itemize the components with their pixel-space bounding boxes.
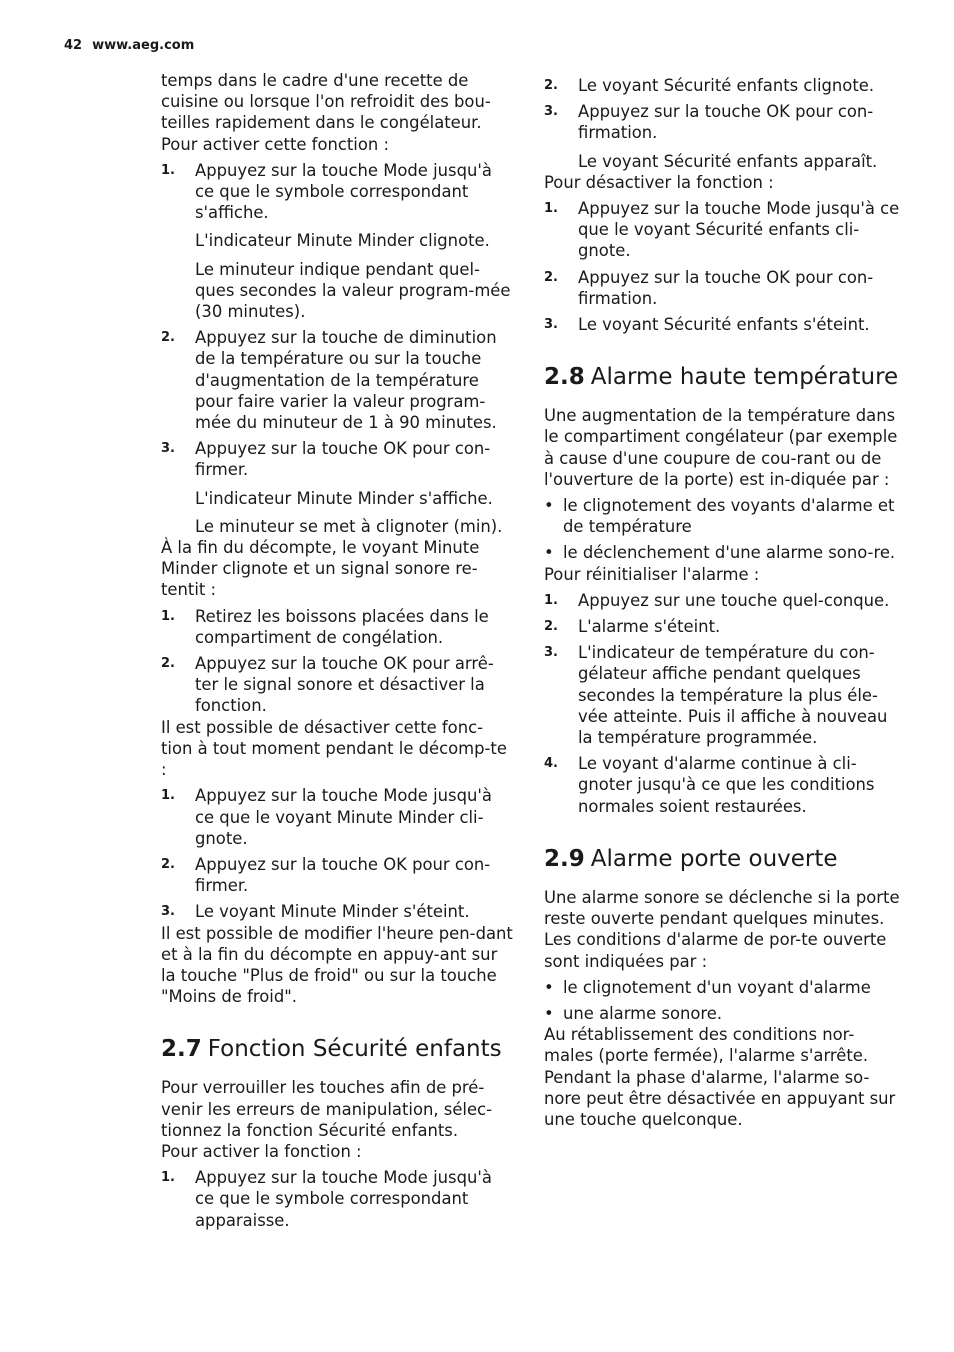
numbered-step (544, 75, 900, 96)
bullet-text: une alarme sonore. (563, 1003, 723, 1023)
step-result: L'indicateur Minute Minder clignote. (195, 231, 490, 251)
step-text: Retirez les boissons placées dans le compartiment de congélation. (195, 606, 489, 647)
paragraph: Pour désactiver la fonction : (544, 172, 774, 192)
step-result: Le minuteur se met à clignoter (min). (195, 516, 503, 536)
page-number: 42 (64, 38, 83, 53)
numbered-step (161, 438, 513, 480)
paragraph: Pour activer cette fonction : (161, 134, 390, 154)
step-number: 2. (544, 269, 558, 285)
section-heading (161, 1035, 513, 1063)
section-title: Alarme haute température (590, 364, 899, 391)
section-number: 2.9 (544, 845, 585, 872)
step-text: Le voyant Sécurité enfants clignote. (578, 76, 875, 95)
step-text: Appuyez sur la touche Mode jusqu'à ce que le voyant Sécurité enfants cli-gnote. (578, 199, 900, 261)
bullet-icon: • (544, 496, 554, 516)
step-number: 3. (161, 441, 175, 457)
numbered-step (161, 327, 513, 433)
paragraph: Pour verrouiller les touches afin de pré-venir les erreurs de manipulation, sélec-tionnez la fonction Sécurité enfants. (161, 1078, 492, 1140)
step-text: Appuyez sur la touche Mode jusqu'à ce que le symbole correspondant apparaisse. (195, 1168, 492, 1230)
numbered-step (544, 753, 900, 817)
step-text: Le voyant Sécurité enfants s'éteint. (578, 315, 870, 335)
step-number: 3. (544, 104, 558, 120)
step-text: Appuyez sur la touche OK pour con-firmer. (195, 854, 491, 896)
step-text: Le voyant d'alarme continue à cli-gnoter jusqu'à ce que les conditions normales soient restaurées. (578, 754, 875, 816)
numbered-step (161, 606, 513, 648)
numbered-step (544, 590, 900, 611)
section-heading (544, 845, 900, 873)
bullet-icon: • (544, 1003, 554, 1023)
step-text: Appuyez sur la touche de diminution de la température ou sur la touche d'augmentation de la température pour faire varier la valeur program-mée du minuteur de 1 à 90 minutes. (195, 328, 497, 433)
numbered-step (161, 160, 513, 224)
left-column (161, 70, 513, 1231)
step-number: 1. (161, 788, 175, 804)
paragraph: temps dans le cadre d'une recette de cuisine ou lorsque l'on refroidit des bou-teilles rapidement dans le congélateur. (161, 71, 491, 133)
step-result: Le voyant Sécurité enfants apparaît. (578, 151, 878, 171)
bullet-item (544, 1003, 900, 1024)
bullet-icon: • (544, 543, 554, 563)
step-number: 3. (544, 317, 558, 333)
step-number: 4. (544, 756, 558, 772)
paragraph: Il est possible de désactiver cette fonc-tion à tout moment pendant le décomp-te : (161, 717, 507, 780)
section-title: Alarme porte ouverte (590, 845, 838, 872)
numbered-step (544, 267, 900, 309)
step-result: L'indicateur Minute Minder s'affiche. (195, 488, 493, 508)
paragraph: Il est possible de modifier l'heure pen-dant et à la fin du décompte en appuy-ant sur la touche "Plus de froid" ou sur la touche "Moins de froid". (161, 923, 513, 1007)
bullet-icon: • (544, 977, 554, 997)
numbered-step (161, 1167, 513, 1231)
step-number: 3. (161, 904, 175, 920)
step-text: Appuyez sur la touche OK pour con-firmation. (578, 267, 874, 308)
step-number: 1. (161, 1170, 175, 1186)
step-result: Le minuteur indique pendant quel-ques secondes la valeur program-mée (30 minutes). (195, 259, 511, 322)
right-column (544, 70, 900, 1130)
paragraph: Pour réinitialiser l'alarme : (544, 564, 760, 584)
numbered-step (544, 642, 900, 748)
section-number: 2.8 (544, 364, 585, 391)
paragraph: Pour activer la fonction : (161, 1141, 362, 1161)
bullet-text: le clignotement d'un voyant d'alarme (563, 977, 871, 997)
step-text: L'alarme s'éteint. (578, 617, 721, 637)
page-header (64, 38, 194, 53)
section-number: 2.7 (161, 1036, 202, 1063)
step-number: 2. (544, 78, 558, 93)
paragraph: Une augmentation de la température dans le compartiment congélateur (par exemple à cause d'une coupure de cou-rant ou de l'ouverture de la porte) est in-diquée par : (544, 406, 898, 489)
step-number: 2. (544, 619, 558, 635)
step-number: 2. (161, 330, 175, 346)
bullet-item (544, 977, 900, 998)
paragraph: À la fin du décompte, le voyant Minute Minder clignote et un signal sonore re-tentit : (161, 538, 480, 600)
step-text: Appuyez sur la touche OK pour arrê-ter le signal sonore et désactiver la fonction. (195, 654, 494, 716)
step-text: Le voyant Minute Minder s'éteint. (195, 902, 470, 922)
paragraph: Pendant la phase d'alarme, l'alarme so-nore peut être désactivée en appuyant sur une touche quelconque. (544, 1067, 896, 1129)
bullet-text: le déclenchement d'une alarme sono-re. (563, 543, 896, 563)
numbered-step (161, 901, 513, 922)
step-text: Appuyez sur la touche Mode jusqu'à ce que le symbole correspondant s'affiche. (195, 160, 492, 223)
step-text: L'indicateur de température du con-gélateur affiche pendant quelques secondes la température la plus éle-vée atteinte. Puis il affiche à nouveau la température programmée. (578, 643, 888, 748)
step-number: 1. (544, 592, 558, 608)
section-title: Fonction Sécurité enfants (207, 1036, 502, 1063)
bullet-text: le clignotement des voyants d'alarme et de température (563, 496, 895, 537)
step-text: Appuyez sur la touche OK pour con-firmation. (578, 102, 874, 143)
numbered-step (161, 854, 513, 896)
paragraph: Une alarme sonore se déclenche si la porte reste ouverte pendant quelques minutes. Les conditions d'alarme de por-te ouverte sont indiquées par : (544, 887, 900, 971)
step-number: 1. (544, 201, 558, 217)
step-number: 2. (161, 656, 175, 672)
numbered-step (161, 653, 513, 717)
step-number: 3. (544, 645, 558, 661)
numbered-step (544, 314, 900, 335)
paragraph: Au rétablissement des conditions nor-males (porte fermée), l'alarme s'arrête. (544, 1025, 869, 1066)
bullet-item (544, 542, 900, 563)
step-number: 1. (161, 162, 175, 178)
numbered-step (161, 785, 513, 849)
numbered-step (544, 616, 900, 637)
section-heading (544, 363, 900, 391)
bullet-item (544, 495, 900, 537)
step-text: Appuyez sur une touche quel-conque. (578, 590, 890, 610)
website-url: www.aeg.com (92, 38, 195, 53)
step-number: 2. (161, 856, 175, 872)
step-number: 1. (161, 608, 175, 624)
step-text: Appuyez sur la touche Mode jusqu'à ce que le voyant Minute Minder cli-gnote. (195, 786, 492, 848)
numbered-step (544, 101, 900, 143)
step-text: Appuyez sur la touche OK pour con-firmer. (195, 439, 491, 480)
numbered-step (544, 198, 900, 262)
